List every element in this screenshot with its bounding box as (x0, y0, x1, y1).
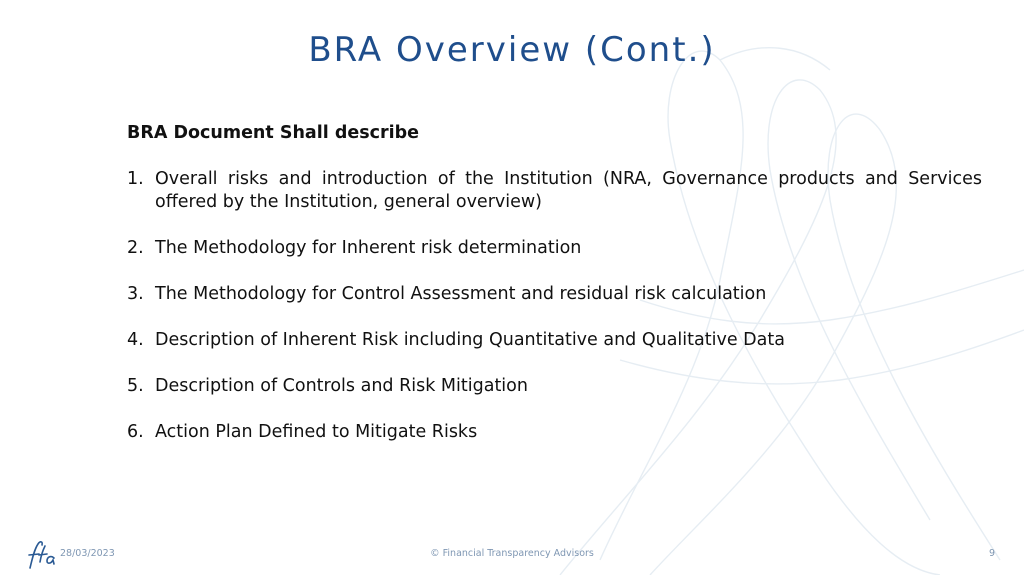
list-item-number: 5. (127, 376, 144, 396)
list-item (127, 375, 982, 398)
page-number: 9 (988, 548, 995, 559)
list-item-text: Description of Controls and Risk Mitigation (155, 376, 528, 396)
list-item (127, 329, 982, 352)
list-item-number: 3. (127, 284, 144, 304)
list-item-text: Action Plan Defined to Mitigate Risks (155, 422, 478, 442)
list-item-text: The Methodology for Control Assessment and residual risk calculation (155, 284, 767, 304)
slide-content (127, 122, 982, 467)
list-item-text: The Methodology for Inherent risk determination (155, 238, 582, 258)
list-item-text: Description of Inherent Risk including Quantitative and Qualitative Data (155, 330, 785, 350)
content-heading: BRA Document Shall describe (127, 123, 420, 143)
list-item (127, 237, 982, 260)
footer-copyright: © Financial Transparency Advisors (430, 548, 594, 559)
list-item-text: Overall risks and introduction of the Institution (NRA, Governance products and Services offered by the Institution, general overview) (155, 169, 982, 212)
list-item-number: 4. (127, 330, 144, 350)
list-item-number: 2. (127, 238, 144, 258)
slide-title: BRA Overview (Cont.) (308, 30, 716, 70)
list-item-number: 6. (127, 422, 144, 442)
footer-date: 28/03/2023 (60, 548, 115, 559)
list-item (127, 168, 982, 214)
list-item (127, 283, 982, 306)
list-item-number: 1. (127, 169, 144, 189)
list-item (127, 421, 982, 444)
